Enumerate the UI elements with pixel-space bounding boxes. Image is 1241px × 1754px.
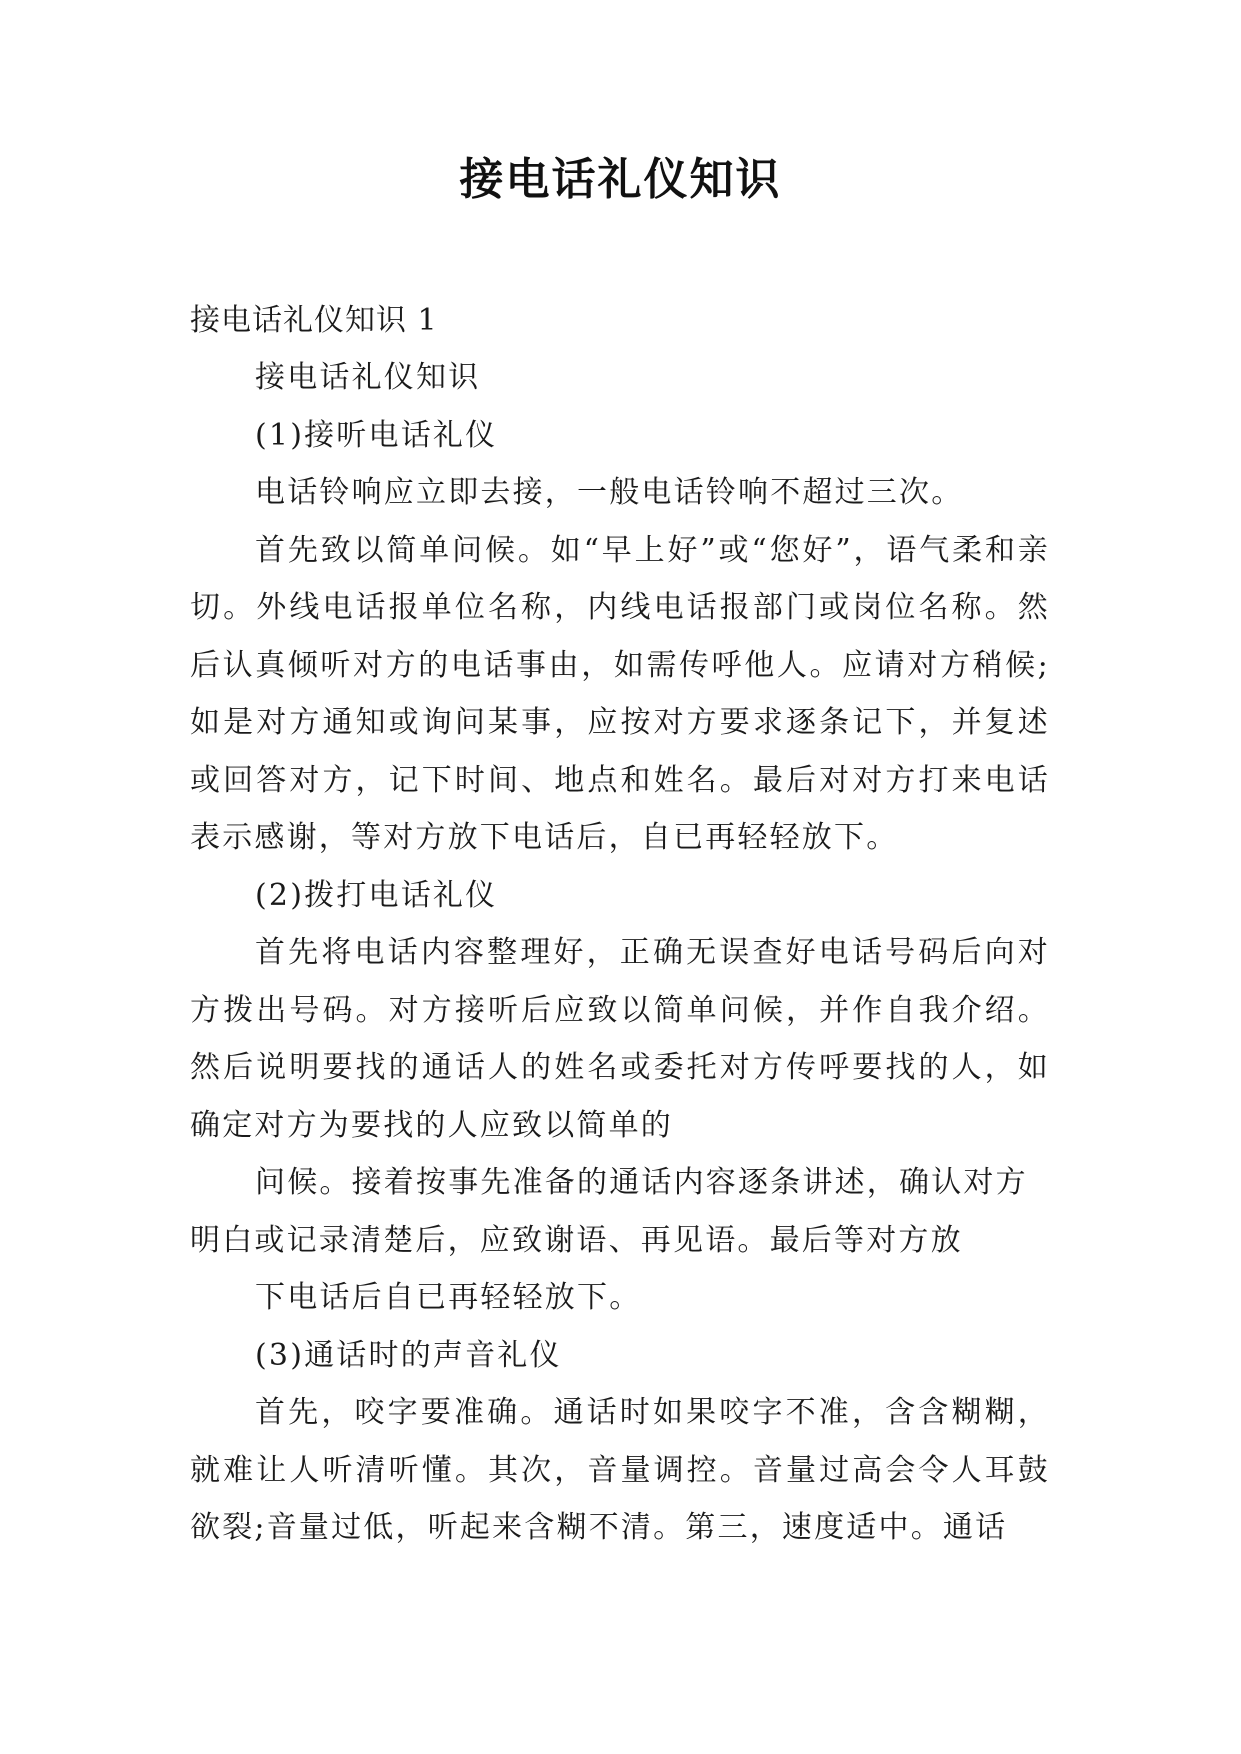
paragraph-heading-answering: (1)接听电话礼仪 [255,417,498,453]
paragraph-dialing-details: 首先将电话内容整理好，正确无误查好电话号码后向对方拨出号码。对方接听后应致以简单问候，并作自我介绍。然后说明要找的通话人的姓名或委托对方传呼要找的人，如确定对方为要找的人应致以简单的 [190,935,1050,1143]
document-title: 接电话礼仪知识 [459,154,782,205]
paragraph-heading-dialing: (2)拨打电话礼仪 [255,877,498,913]
paragraph-ring-rule: 电话铃响应立即去接，一般电话铃响不超过三次。 [255,475,964,510]
document-body [190,292,1050,1557]
paragraph-subtitle: 接电话礼仪知识 [255,360,481,395]
paragraph-answering-details: 首先致以简单问候。如“早上好”或“您好”，语气柔和亲切。外线电话报单位名称，内线电话报部门或岗位名称。然后认真倾听对方的电话事由，如需传呼他人。应请对方稍候;如是对方通知或询问某事，应按对方要求逐条记下，并复述或回答对方，记下时间、地点和姓名。最后对对方打来电话表示感谢，等对方放下电话后，自已再轻轻放下。 [190,532,1051,855]
paragraph-dialing-continued: 问候。接着按事先准备的通话内容逐条讲述，确认对方明白或记录清楚后，应致谢语、再见语。最后等对方放 [190,1165,1028,1258]
paragraph-heading-voice: (3)通话时的声音礼仪 [255,1337,562,1373]
paragraph-dialing-end: 下电话后自已再轻轻放下。 [255,1280,642,1315]
paragraph-voice-details: 首先，咬字要准确。通话时如果咬字不准，含含糊糊，就难让人听清听懂。其次，音量调控。音量过高会令人耳鼓欲裂;音量过低，听起来含糊不清。第三，速度适中。通话 [190,1395,1050,1545]
section-heading: 接电话礼仪知识 1 [190,303,438,338]
